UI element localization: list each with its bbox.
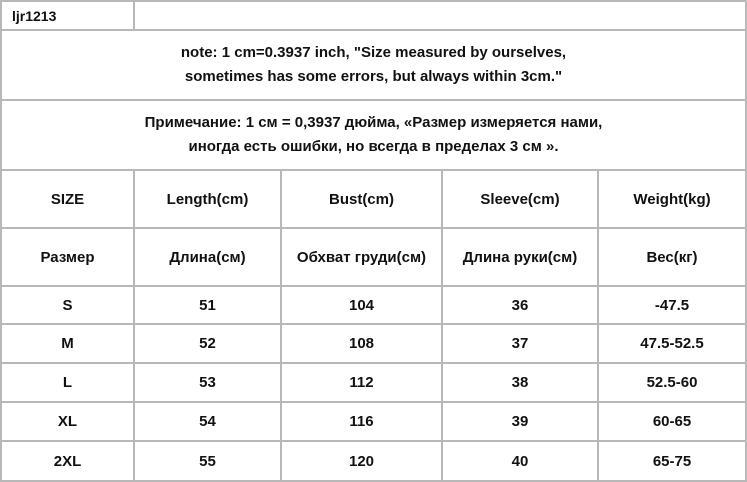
cell-weight: 60-65 <box>652 413 692 430</box>
cell-bust: 108 <box>348 335 375 352</box>
cell-bust: 120 <box>348 452 375 470</box>
cell-size: L <box>62 374 73 391</box>
product-code: ljr1213 <box>12 7 57 24</box>
header-length: Length(cm) <box>166 190 249 208</box>
note-english-line-1: note: 1 cm=0.3937 inch, "Size measured by ourselves, <box>180 44 567 61</box>
cell-sleeve: 38 <box>511 374 529 391</box>
header-sleeve-ru: Длина руки(см) <box>462 248 578 266</box>
cell-length: 55 <box>199 452 216 470</box>
cell-weight: 65-75 <box>652 452 692 470</box>
cell-weight: -47.5 <box>654 296 690 314</box>
grid-line <box>133 0 135 31</box>
cell-length: 52 <box>199 335 216 352</box>
cell-weight: 52.5-60 <box>646 374 698 391</box>
header-bust-ru: Обхват груди(см) <box>296 248 427 266</box>
cell-size: S <box>62 296 73 314</box>
cell-bust: 104 <box>348 296 375 314</box>
cell-bust: 112 <box>349 374 374 391</box>
cell-length: 54 <box>199 413 216 430</box>
cell-size: M <box>61 335 74 352</box>
cell-size: XL <box>57 413 78 430</box>
cell-bust: 116 <box>349 413 374 430</box>
note-russian-line-2: иногда есть ошибки, но всегда в пределах 3 см ». <box>188 138 559 155</box>
header-weight: Weight(kg) <box>633 190 711 208</box>
cell-length: 53 <box>199 374 216 391</box>
cell-sleeve: 36 <box>511 296 529 314</box>
cell-sleeve: 37 <box>511 335 529 352</box>
cell-weight: 47.5-52.5 <box>640 335 704 352</box>
cell-size: 2XL <box>53 452 82 470</box>
note-russian-line-1: Примечание: 1 см = 0,3937 дюйма, «Размер измеряется нами, <box>144 114 603 131</box>
header-sleeve: Sleeve(cm) <box>480 190 560 208</box>
header-weight-ru: Вес(кг) <box>646 248 698 266</box>
header-length-ru: Длина(см) <box>169 248 246 266</box>
header-bust: Bust(cm) <box>328 190 394 208</box>
cell-sleeve: 40 <box>511 452 529 470</box>
header-size-ru: Размер <box>40 248 95 266</box>
note-english <box>2 31 745 99</box>
header-size: SIZE <box>50 190 85 208</box>
note-english-line-2: sometimes has some errors, but always within 3cm." <box>184 68 563 85</box>
cell-sleeve: 39 <box>511 413 529 430</box>
cell-length: 51 <box>199 296 216 314</box>
note-russian <box>2 101 745 169</box>
